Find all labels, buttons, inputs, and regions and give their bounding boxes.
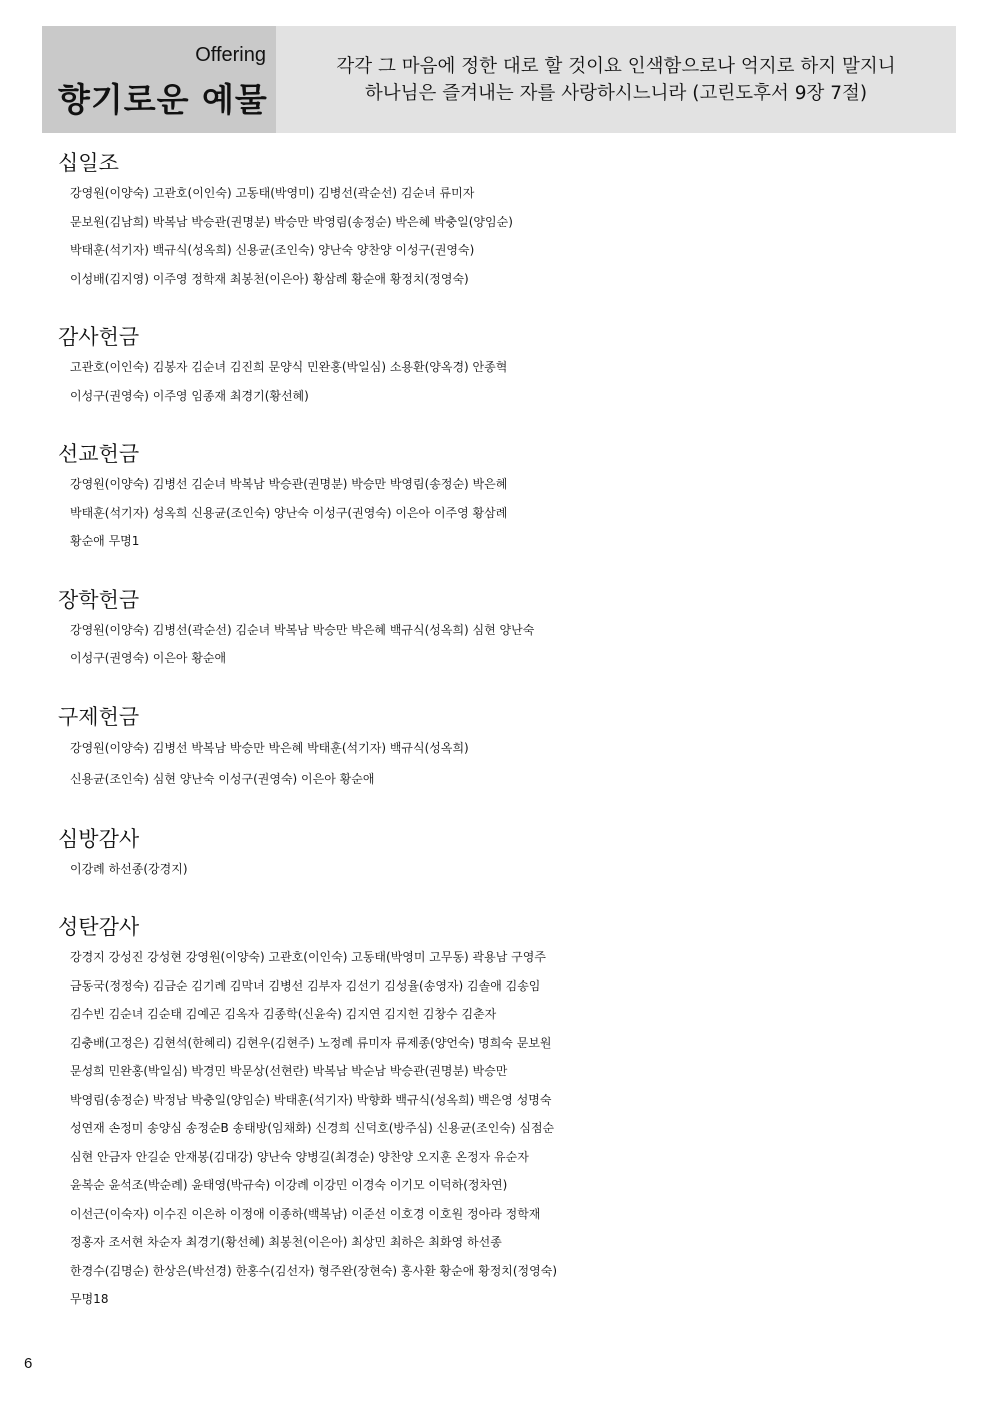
section-visitation [58, 824, 948, 884]
name-line: 강영원(이양숙) 김병선(곽순선) 김순녀 박복남 박승만 박은혜 백규식(성옥희) 심현 양난숙 [70, 622, 535, 637]
section-christmas [58, 912, 948, 1314]
offering-list [58, 148, 948, 1343]
name-line: 강경지 강성진 강성현 강영원(이양숙) 고관호(이인숙) 고동태(박영미 고무동) 곽용남 구영주 [70, 950, 546, 964]
verse-line-1: 각각 그 마음에 정한 대로 할 것이요 인색함으로나 억지로 하지 말지니 [336, 55, 896, 77]
name-line: 문보원(김남희) 박복남 박승관(권명분) 박승만 박영림(송정순) 박은혜 박충일(양임순) [70, 214, 513, 229]
name-line: 박태훈(석기자) 성옥희 신용균(조인숙) 양난숙 이성구(권영숙) 이은아 이주영 황삼례 [70, 505, 508, 520]
section-title: 구제헌금 [58, 704, 140, 729]
name-line: 이선근(이숙자) 이수진 이은하 이정애 이종하(백복남) 이준선 이호경 이호원 정아라 정학재 [70, 1206, 541, 1221]
offering-header [42, 26, 956, 133]
name-line: 박태훈(석기자) 백규식(성옥희) 신용균(조인숙) 양난숙 양찬양 이성구(권영숙) [70, 243, 475, 257]
name-line: 한경수(김명순) 한상은(박선경) 한홍수(김선자) 형주완(장현숙) 홍사환 황순애 황정치(정영숙) [70, 1263, 558, 1278]
section-names [58, 733, 948, 795]
name-line: 이성구(권영숙) 이은아 황순애 [70, 651, 227, 665]
section-title: 심방감사 [58, 826, 140, 851]
section-relief [58, 702, 948, 795]
section-tithe [58, 148, 948, 293]
name-line: 강영원(이양숙) 김병선 김순녀 박복남 박승관(권명분) 박승만 박영림(송정순) 박은혜 [70, 477, 508, 491]
name-line: 황순애 무명1 [70, 534, 140, 548]
section-title: 선교헌금 [58, 442, 140, 466]
header-title-box [42, 26, 276, 133]
name-line: 무명18 [70, 1292, 109, 1306]
name-line: 성연재 손정미 송양심 송정순B 송태방(임채화) 신경희 신덕호(방주심) 신용균(조인숙) 심점순 [70, 1121, 555, 1135]
section-names [58, 616, 948, 673]
name-line: 박영림(송정순) 박정남 박충일(양임순) 박태훈(석기자) 박향화 백규식(성옥희) 백은영 성명숙 [70, 1092, 552, 1107]
header-title-ko: 향기로운 예물 [58, 80, 268, 119]
section-thanksgiving [58, 322, 948, 410]
header-verse [276, 26, 956, 133]
name-line: 신용균(조인숙) 심현 양난숙 이성구(권영숙) 이은아 황순애 [70, 771, 375, 786]
name-line: 정홍자 조서현 차순자 최경기(황선혜) 최봉천(이은아) 최상민 최하은 최화영 하선종 [70, 1235, 502, 1249]
section-names [58, 353, 948, 410]
section-names [58, 179, 948, 293]
name-line: 고관호(이인숙) 김봉자 김순녀 김진희 문양식 민완홍(박일심) 소용환(양옥경) 안종혁 [70, 360, 508, 374]
name-line: 이성구(권영숙) 이주영 임종재 최경기(황선혜) [70, 388, 309, 403]
header-label-en: Offering [195, 44, 266, 66]
name-line: 강영원(이양숙) 김병선 박복남 박승만 박은혜 박태훈(석기자) 백규식(성옥희) [70, 740, 469, 755]
name-line: 이성배(김지영) 이주영 정학재 최봉천(이은아) 황삼례 황순애 황정치(정영숙) [70, 271, 469, 286]
name-line: 김수빈 김순녀 김순태 김예곤 김옥자 김종학(신윤숙) 김지연 김지헌 김창수 김춘자 [70, 1007, 497, 1021]
section-names [58, 470, 948, 556]
name-line: 강영원(이양숙) 고관호(이인숙) 고동태(박영미) 김병선(곽순선) 김순녀 류미자 [70, 186, 475, 200]
section-mission [58, 439, 948, 556]
name-line: 문성희 민완홍(박일심) 박경민 박문상(선현란) 박복남 박순남 박승관(권명분) 박승만 [70, 1064, 508, 1078]
verse-line-2: 하나님은 즐겨내는 자를 사랑하시느니라 (고린도후서 9장 7절) [364, 82, 868, 104]
name-line: 윤복순 윤석조(박순례) 윤태영(박규숙) 이강례 이강민 이경숙 이기모 이덕하(정차연) [70, 1178, 508, 1192]
section-scholarship [58, 585, 948, 673]
section-title: 감사헌금 [58, 325, 140, 349]
name-line: 이강례 하선종(강경지) [70, 861, 188, 876]
section-title: 성탄감사 [58, 915, 140, 939]
name-line: 금동국(정정숙) 김금순 김기례 김막녀 김병선 김부자 김선기 김성율(송영자) 김솔애 김송임 [70, 978, 541, 993]
page-number: 6 [24, 1355, 33, 1372]
section-title: 장학헌금 [58, 587, 140, 612]
section-title: 십일조 [58, 151, 119, 175]
section-names [58, 855, 948, 884]
name-line: 김충배(고정은) 김현석(한혜리) 김현우(김현주) 노정례 류미자 류제종(양언숙) 명희숙 문보원 [70, 1035, 552, 1050]
name-line: 심현 안금자 안길순 안재봉(김대강) 양난숙 양병길(최경순) 양찬양 오지훈 온정자 유순자 [70, 1149, 529, 1164]
section-names [58, 943, 948, 1314]
